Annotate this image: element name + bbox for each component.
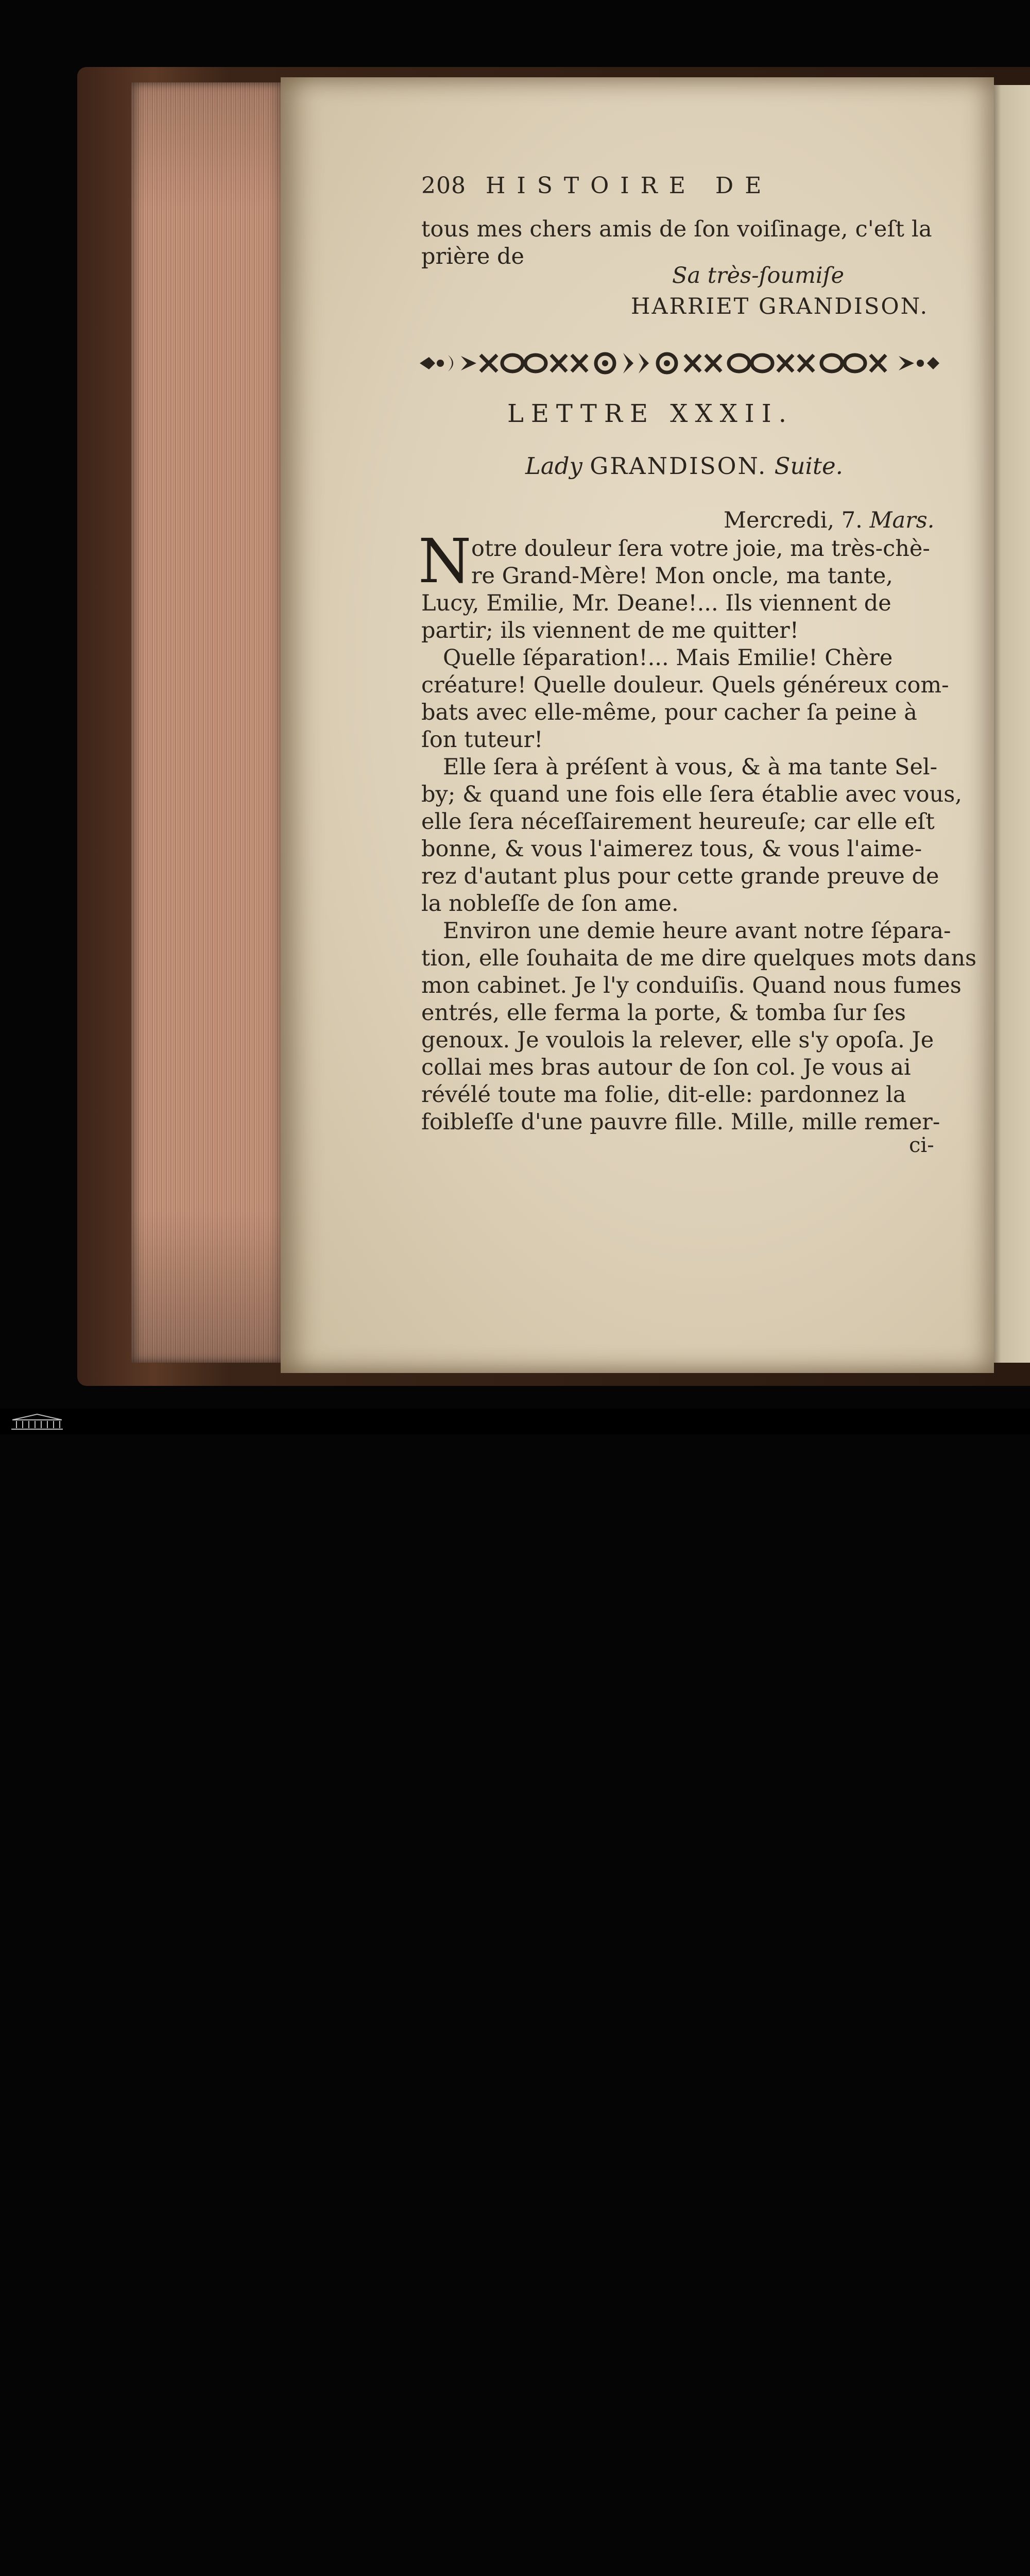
letter-subtitle	[525, 452, 843, 480]
text-line: ſon tuteur!	[421, 727, 543, 753]
footer-bar	[0, 1409, 1030, 1434]
text-line: mon cabinet. Je l'y conduiſis. Quand nous fumes	[421, 973, 962, 998]
text-line: collai mes bras autour de ſon col. Je vous ai	[421, 1055, 911, 1080]
library-building-icon	[10, 1413, 64, 1430]
signature-closing: Sa très-ſoumiſe	[672, 263, 845, 289]
text-line: elle ſera néceſſairement heureuſe; car elle eſt	[421, 809, 935, 835]
subtitle-lady: Lady	[525, 452, 582, 480]
text-line: tion, elle ſouhaita de me dire quelques mots dans	[421, 945, 977, 971]
text-line: otre douleur ſera votre joie, ma très-chè-	[471, 536, 930, 562]
text-line: entrés, elle ferma la porte, & tomba ſur ſes	[421, 1000, 906, 1026]
text-line: foibleſſe d'une pauvre fille. Mille, mille remer-	[421, 1109, 940, 1135]
signature-name: HARRIET GRANDISON.	[631, 294, 929, 319]
page-edges	[131, 82, 286, 1363]
text-line: révélé toute ma folie, dit-elle: pardonnez la	[421, 1082, 906, 1108]
page-number: 208	[421, 173, 466, 199]
text-line: rez d'autant plus pour cette grande preuve de	[421, 863, 939, 889]
text-line: Quelle ſéparation!... Mais Emilie! Chère	[443, 645, 893, 671]
running-head: HISTOIRE DE	[485, 173, 773, 199]
text-line: la nobleſſe de ſon ame.	[421, 891, 679, 917]
text-line: by; & quand une fois elle ſera établie avec vous,	[421, 782, 962, 807]
drop-cap: N	[418, 526, 472, 597]
text-line: bonne, & vous l'aimerez tous, & vous l'aime-	[421, 836, 922, 862]
text-line: re Grand-Mère! Mon oncle, ma tante,	[471, 563, 893, 589]
running-header	[421, 173, 772, 199]
text-line: genoux. Je voulois la relever, elle s'y opoſa. Je	[421, 1027, 934, 1053]
subtitle-suite: Suite.	[774, 452, 843, 480]
date-weekday: Mercredi, 7.	[724, 507, 863, 533]
text-line: partir; ils viennent de me quitter!	[421, 618, 799, 643]
text-line: Environ une demie heure avant notre ſépara-	[443, 918, 951, 944]
date-month: Mars.	[869, 507, 935, 533]
text-line: Lucy, Emilie, Mr. Deane!... Ils viennent de	[421, 590, 891, 616]
text-line: créature! Quelle douleur. Quels généreux com-	[421, 672, 949, 698]
text-line: prière de	[421, 244, 524, 269]
text-line: Elle ſera à préſent à vous, & à ma tante Sel-	[443, 754, 938, 780]
catchword: ci-	[909, 1133, 934, 1157]
text-line: bats avec elle-même, pour cacher ſa peine à	[421, 700, 917, 725]
letter-heading: LETTRE XXXII.	[507, 399, 794, 428]
text-line: tous mes chers amis de ſon voiſinage, c'eſt la	[421, 216, 932, 242]
ornament-divider	[420, 348, 940, 379]
subtitle-name: GRANDISON.	[590, 452, 767, 480]
next-page-edge	[989, 85, 1030, 1363]
letter-date	[724, 507, 934, 533]
